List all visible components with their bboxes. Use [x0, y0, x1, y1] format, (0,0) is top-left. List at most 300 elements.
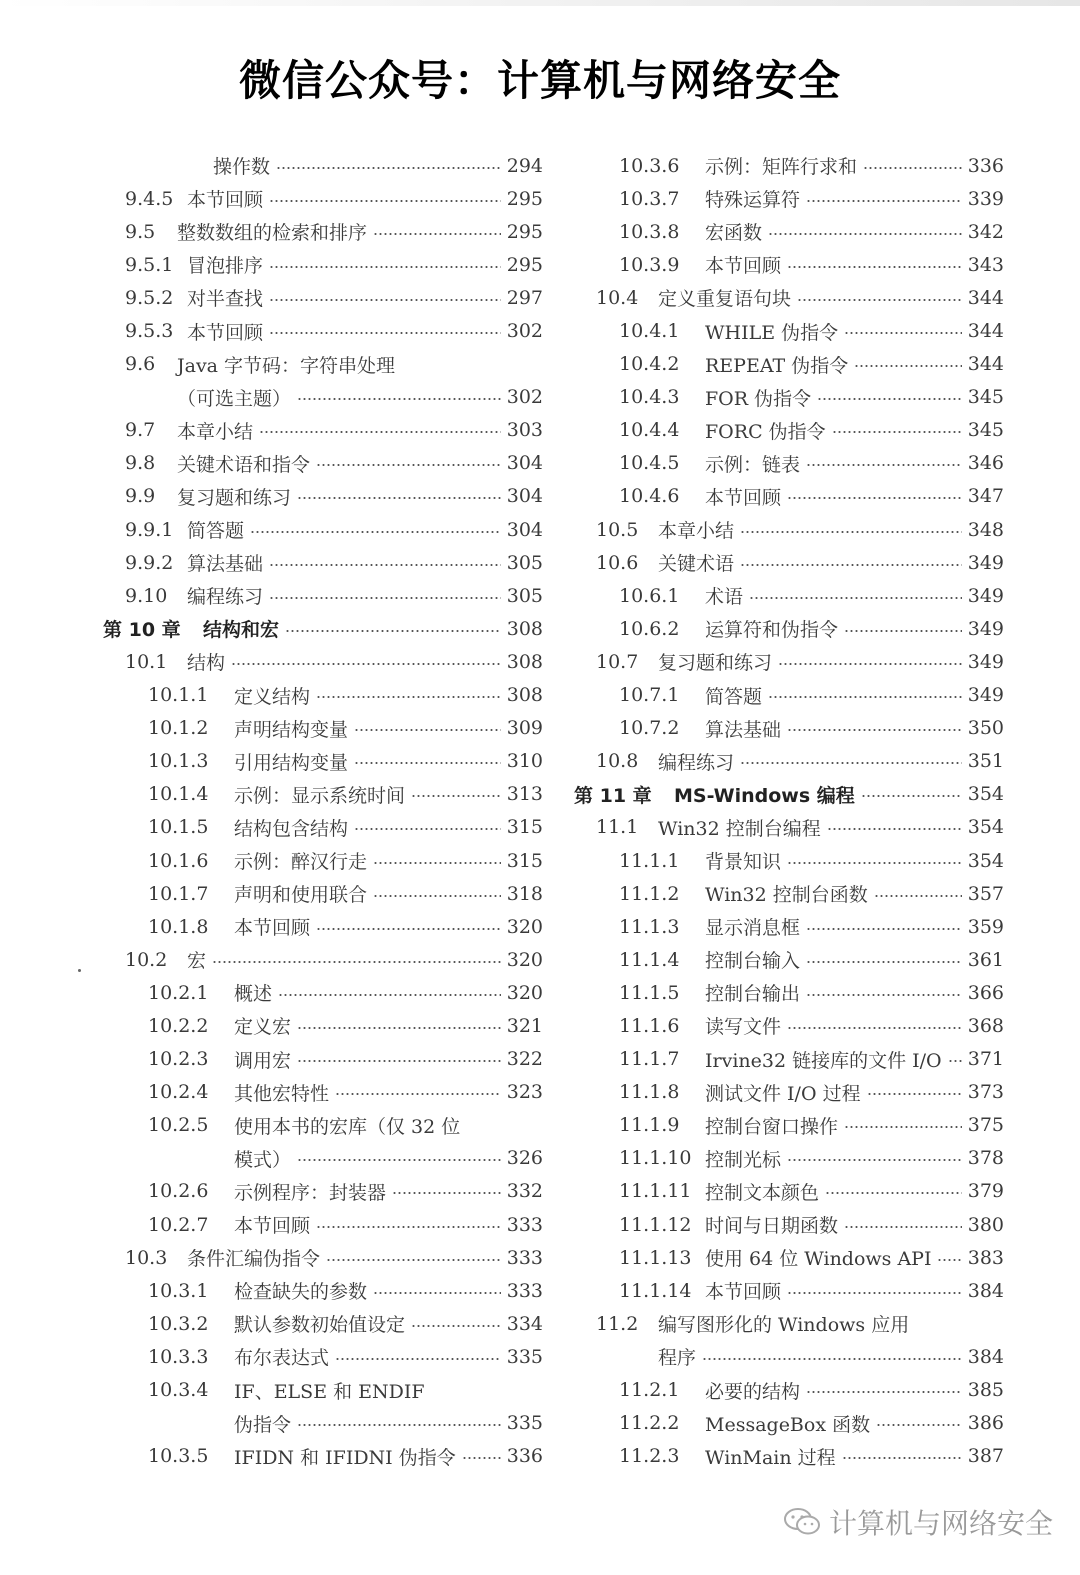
toc-entry-page: 375 — [967, 1114, 1004, 1137]
toc-entry-number: 9.5.2 — [125, 286, 174, 309]
dot-leader — [817, 397, 962, 401]
toc-entry-title: 冒泡排序 — [187, 255, 264, 278]
dot-leader — [806, 993, 962, 997]
toc-entry-page: 368 — [967, 1014, 1004, 1037]
toc-entry — [103, 1307, 543, 1340]
toc-entry-page: 345 — [967, 386, 1004, 409]
toc-entry — [103, 182, 543, 215]
dot-leader — [806, 927, 962, 931]
toc-entry — [103, 1009, 543, 1042]
toc-entry-number: 10.7.1 — [619, 684, 680, 707]
toc-entry-number: 11.1.7 — [619, 1048, 680, 1071]
toc-entry-number: 9.5.1 — [125, 253, 174, 276]
toc-entry-number: 11.1.12 — [619, 1213, 692, 1236]
toc-entry-number: 9.9 — [125, 485, 156, 508]
toc-entry-page: 304 — [506, 452, 543, 475]
dot-leader — [844, 1225, 962, 1229]
dot-leader — [462, 1456, 501, 1460]
toc-entry-number: 10.4.1 — [619, 320, 680, 343]
dot-leader — [297, 1026, 501, 1030]
toc-entry-title: IFIDN 和 IFIDNI 伪指令 — [234, 1446, 456, 1469]
dot-leader — [863, 166, 962, 170]
toc-entry-title: 定义结构 — [234, 685, 311, 708]
dot-leader — [212, 960, 501, 964]
toc-entry-page: 357 — [967, 882, 1004, 905]
toc-left-column — [103, 149, 543, 1473]
toc-entry — [103, 546, 543, 579]
dot-leader — [354, 761, 501, 765]
toc-entry-title: 定义重复语句块 — [658, 288, 792, 311]
toc-entry-page: 349 — [967, 551, 1004, 574]
dot-leader — [269, 265, 501, 269]
toc-entry-page: 335 — [506, 1345, 543, 1368]
toc-entry-page: 304 — [506, 518, 543, 541]
toc-entry-number: 11.2.2 — [619, 1412, 680, 1435]
toc-entry-number: 11.1.3 — [619, 915, 680, 938]
toc-entry-title: 宏函数 — [705, 222, 763, 245]
toc-entry-title: 简答题 — [187, 520, 245, 543]
dot-leader — [806, 1390, 962, 1394]
toc-entry-page: 305 — [506, 584, 543, 607]
toc-entry-number: 11.1.5 — [619, 981, 680, 1004]
toc-entry — [574, 1043, 1004, 1076]
toc-entry — [103, 910, 543, 943]
toc-entry-number: 11.1.2 — [619, 882, 680, 905]
dot-leader — [269, 298, 501, 302]
dot-leader — [250, 530, 501, 534]
toc-entry — [103, 1142, 543, 1175]
toc-entry — [574, 645, 1004, 678]
toc-entry-page: 349 — [967, 684, 1004, 707]
toc-entry-number: 10.1 — [125, 650, 168, 673]
toc-entry-page: 339 — [967, 187, 1004, 210]
dot-leader — [740, 563, 962, 567]
toc-entry-page: 361 — [967, 948, 1004, 971]
toc-entry-title: 算法基础 — [187, 553, 264, 576]
toc-entry-title: 使用本书的宏库（仅 32 位 — [234, 1115, 461, 1138]
toc-entry-title: 本节回顾 — [187, 189, 264, 212]
toc-entry-title: 结构 — [187, 652, 226, 675]
toc-entry-title: 本节回顾 — [705, 1281, 782, 1304]
toc-entry-page: 366 — [967, 981, 1004, 1004]
toc-entry-page: 320 — [506, 981, 543, 1004]
dot-leader — [269, 199, 501, 203]
toc-entry-number: 10.1.2 — [148, 717, 209, 740]
toc-entry-number: 9.8 — [125, 452, 156, 475]
toc-entry-title: 条件汇编伪指令 — [187, 1248, 321, 1271]
toc-entry — [574, 381, 1004, 414]
toc-entry-page: 385 — [967, 1379, 1004, 1402]
toc-entry-title: 控制台窗口操作 — [705, 1115, 839, 1138]
toc-entry — [574, 1009, 1004, 1042]
toc-entry-page: 326 — [506, 1147, 543, 1170]
toc-entry-title: Java 字节码：字符串处理 — [177, 354, 396, 377]
toc-entry — [574, 215, 1004, 248]
toc-entry-page: 308 — [506, 650, 543, 673]
toc-entry-title: 声明和使用联合 — [234, 884, 368, 907]
toc-entry-number: 9.4.5 — [125, 187, 174, 210]
dot-leader — [316, 463, 501, 467]
dot-leader — [768, 232, 962, 236]
toc-entry-number: 10.2.6 — [148, 1180, 209, 1203]
toc-entry-page: 318 — [506, 882, 543, 905]
toc-entry — [574, 149, 1004, 182]
dot-leader — [832, 430, 962, 434]
toc-entry-page: 313 — [506, 783, 543, 806]
toc-entry-number: 10.4.2 — [619, 353, 680, 376]
toc-entry-title: MS-Windows 编程 — [674, 784, 855, 807]
toc-entry-page: 297 — [506, 286, 543, 309]
toc-entry-number: 10.7.2 — [619, 717, 680, 740]
toc-entry — [574, 1109, 1004, 1142]
toc-entry-number: 11.1.1 — [619, 849, 680, 872]
toc-entry-title: WHILE 伪指令 — [705, 321, 839, 344]
toc-entry-number: 10.6.2 — [619, 617, 680, 640]
toc-entry-number: 11.1.10 — [619, 1147, 692, 1170]
toc-entry-title: 时间与日期函数 — [705, 1215, 839, 1238]
toc-entry-page: 344 — [967, 320, 1004, 343]
toc-entry-page: 295 — [506, 253, 543, 276]
dot-leader — [861, 794, 962, 798]
toc-entry-page: 320 — [506, 915, 543, 938]
toc-entry-number: 11.1.13 — [619, 1246, 692, 1269]
toc-entry — [574, 811, 1004, 844]
toc-entry-title: WinMain 过程 — [705, 1446, 836, 1469]
toc-entry — [574, 182, 1004, 215]
dot-leader — [797, 298, 962, 302]
toc-entry — [103, 778, 543, 811]
toc-entry — [103, 1440, 543, 1473]
toc-entry-title: 背景知识 — [705, 851, 782, 874]
dot-leader — [269, 596, 501, 600]
toc-entry — [103, 381, 543, 414]
toc-entry-page: 333 — [506, 1213, 543, 1236]
toc-entry-page: 342 — [967, 220, 1004, 243]
toc-entry-title: 本节回顾 — [705, 255, 782, 278]
toc-entry-page: 344 — [967, 286, 1004, 309]
toc-entry-page: 345 — [967, 419, 1004, 442]
toc-entry — [103, 745, 543, 778]
dot-leader — [297, 496, 501, 500]
toc-entry-title: 控制台输入 — [705, 950, 801, 973]
toc-entry — [574, 844, 1004, 877]
dot-leader — [787, 1291, 962, 1295]
toc-entry — [574, 546, 1004, 579]
toc-entry-title: 伪指令 — [234, 1413, 292, 1436]
toc-entry-title: 本节回顾 — [705, 486, 782, 509]
toc-entry — [103, 877, 543, 910]
toc-entry — [103, 1208, 543, 1241]
toc-entry — [574, 910, 1004, 943]
toc-entry-number: 9.10 — [125, 584, 168, 607]
toc-entry-page: 315 — [506, 849, 543, 872]
toc-entry-number: 10.7 — [596, 650, 639, 673]
toc-entry-title: 使用 64 位 Windows API — [705, 1248, 932, 1271]
toc-entry-number: 10.2.2 — [148, 1014, 209, 1037]
toc-entry-title: 本节回顾 — [234, 917, 311, 940]
toc-entry-number: 第 11 章 — [574, 784, 652, 807]
toc-entry-title: 概述 — [234, 983, 273, 1006]
dot-leader — [874, 894, 962, 898]
toc-entry-number: 11.1.8 — [619, 1081, 680, 1104]
toc-entry-title: 本节回顾 — [234, 1215, 311, 1238]
toc-entry-title: 显示消息框 — [705, 917, 801, 940]
dot-leader — [749, 596, 962, 600]
toc-entry-title: 编程练习 — [658, 751, 735, 774]
toc-entry — [103, 1109, 543, 1142]
toc-entry-page: 383 — [967, 1246, 1004, 1269]
toc-entry-title: 编程练习 — [187, 586, 264, 609]
toc-entry-title: 控制台输出 — [705, 983, 801, 1006]
toc-entry-number: 10.8 — [596, 750, 639, 773]
toc-entry-page: 308 — [506, 617, 543, 640]
toc-entry — [103, 480, 543, 513]
dot-leader — [316, 695, 501, 699]
dot-leader — [854, 364, 962, 368]
toc-entry-title: 示例：显示系统时间 — [234, 784, 406, 807]
dot-leader — [326, 1258, 501, 1262]
toc-entry-page: 354 — [967, 816, 1004, 839]
toc-entry — [574, 1175, 1004, 1208]
toc-entry-number: 10.3.8 — [619, 220, 680, 243]
toc-entry — [103, 844, 543, 877]
toc-entry-page: 379 — [967, 1180, 1004, 1203]
toc-entry-page: 333 — [506, 1246, 543, 1269]
toc-entry-title: 示例：矩阵行求和 — [705, 156, 858, 179]
toc-entry — [574, 877, 1004, 910]
dot-leader — [787, 1158, 962, 1162]
toc-entry — [574, 612, 1004, 645]
toc-entry — [574, 976, 1004, 1009]
dot-leader — [937, 1258, 961, 1262]
toc-entry-page: 349 — [967, 650, 1004, 673]
dot-leader — [844, 331, 962, 335]
toc-entry — [574, 943, 1004, 976]
toc-entry-number: 10.3.2 — [148, 1312, 209, 1335]
toc-entry-number: 10.3.3 — [148, 1345, 209, 1368]
toc-entry-title: 必要的结构 — [705, 1380, 801, 1403]
toc-entry — [103, 314, 543, 347]
toc-entry-number: 10.1.7 — [148, 882, 209, 905]
page-title: 微信公众号：计算机与网络安全 — [238, 56, 841, 105]
toc-entry-page: 347 — [967, 485, 1004, 508]
dot-leader — [787, 861, 962, 865]
toc-entry-title: 特殊运算符 — [705, 189, 801, 212]
dot-leader — [297, 1158, 501, 1162]
dot-leader — [276, 166, 501, 170]
toc-entry-page: 294 — [506, 154, 543, 177]
toc-entry-title: FORC 伪指令 — [705, 420, 826, 443]
toc-entry — [574, 513, 1004, 546]
toc-entry-page: 354 — [967, 783, 1004, 806]
toc-entry-page: 346 — [967, 452, 1004, 475]
toc-entry — [103, 215, 543, 248]
toc-entry-title: 关键术语和指令 — [177, 453, 311, 476]
dot-leader — [778, 662, 962, 666]
toc-entry-title: 关键术语 — [658, 553, 735, 576]
toc-entry-page: 354 — [967, 849, 1004, 872]
toc-entry-page: 349 — [967, 584, 1004, 607]
toc-entry-page: 336 — [967, 154, 1004, 177]
toc-entry-page: 305 — [506, 551, 543, 574]
toc-entry-page: 386 — [967, 1412, 1004, 1435]
toc-entry-number: 11.1.11 — [619, 1180, 692, 1203]
dot-leader — [259, 430, 501, 434]
toc-entry-title: Win32 控制台函数 — [705, 884, 868, 907]
toc-entry — [103, 1274, 543, 1307]
toc-entry — [103, 712, 543, 745]
toc-entry — [574, 414, 1004, 447]
toc-entry-number: 10.1.6 — [148, 849, 209, 872]
toc-entry-title: 布尔表达式 — [234, 1347, 330, 1370]
toc-entry — [103, 1076, 543, 1109]
toc-entry-number: 10.4.5 — [619, 452, 680, 475]
toc-entry-number: 10.2 — [125, 948, 168, 971]
toc-entry-number: 9.5 — [125, 220, 156, 243]
toc-entry-title: 测试文件 I/O 过程 — [705, 1082, 861, 1105]
dot-leader — [269, 563, 501, 567]
dot-leader — [702, 1357, 962, 1361]
toc-entry-number: 10.3.6 — [619, 154, 680, 177]
dot-leader — [825, 1191, 962, 1195]
toc-entry-page: 295 — [506, 220, 543, 243]
toc-entry — [103, 811, 543, 844]
toc-entry — [103, 1043, 543, 1076]
toc-entry — [574, 314, 1004, 347]
toc-entry-number: 10.1.3 — [148, 750, 209, 773]
toc-entry — [103, 1373, 543, 1406]
toc-entry-title: 编写图形化的 Windows 应用 — [658, 1314, 910, 1337]
toc-entry — [103, 447, 543, 480]
toc-entry — [574, 1142, 1004, 1175]
toc-entry-number: 10.4.4 — [619, 419, 680, 442]
toc-entry-page: 349 — [967, 617, 1004, 640]
dot-leader — [411, 1324, 501, 1328]
toc-entry-page: 343 — [967, 253, 1004, 276]
toc-entry-page: 378 — [967, 1147, 1004, 1170]
toc-entry-title: 默认参数初始值设定 — [234, 1314, 406, 1337]
toc-entry — [574, 1373, 1004, 1406]
toc-entry-title: （可选主题） — [177, 387, 292, 410]
toc-entry-number: 11.1.6 — [619, 1014, 680, 1037]
dot-leader — [316, 1225, 501, 1229]
toc-entry-title: 示例：醉汉行走 — [234, 851, 368, 874]
dot-leader — [373, 894, 501, 898]
dot-leader — [876, 1423, 962, 1427]
toc-entry-page: 384 — [967, 1279, 1004, 1302]
dot-leader — [297, 397, 501, 401]
toc-entry — [103, 579, 543, 612]
dot-leader — [411, 794, 501, 798]
toc-entry-title: 示例程序：封装器 — [234, 1181, 387, 1204]
toc-entry-title: 结构包含结构 — [234, 817, 349, 840]
toc-entry-number: 9.5.3 — [125, 320, 174, 343]
toc-entry — [574, 447, 1004, 480]
dot-leader — [806, 463, 962, 467]
toc-entry-title: 本章小结 — [658, 520, 735, 543]
toc-entry-title: FOR 伪指令 — [705, 387, 812, 410]
toc-entry-page: 387 — [967, 1445, 1004, 1468]
toc-entry-title: 整数数组的检索和排序 — [177, 222, 368, 245]
toc-entry-title: REPEAT 伪指令 — [705, 354, 849, 377]
toc-entry-page: 302 — [506, 320, 543, 343]
dot-leader — [787, 1026, 962, 1030]
toc-entry-page: 348 — [967, 518, 1004, 541]
dot-leader — [740, 530, 962, 534]
toc-entry-page: 373 — [967, 1081, 1004, 1104]
dot-leader — [297, 1059, 501, 1063]
toc-entry — [103, 348, 543, 381]
toc-entry-title: 示例：链表 — [705, 453, 801, 476]
dot-leader — [335, 1357, 501, 1361]
toc-entry-number: 10.4.6 — [619, 485, 680, 508]
dot-leader — [354, 827, 501, 831]
toc-entry-page: 336 — [506, 1445, 543, 1468]
toc-entry-title: Irvine32 链接库的文件 I/O — [705, 1049, 942, 1072]
toc-entry — [574, 480, 1004, 513]
dot-leader — [269, 331, 501, 335]
toc-entry-page: 315 — [506, 816, 543, 839]
toc-entry-number: 9.9.2 — [125, 551, 174, 574]
toc-entry-page: 334 — [506, 1312, 543, 1335]
dot-leader — [373, 861, 501, 865]
dot-leader — [316, 927, 501, 931]
watermark-text: 计算机与网络安全 — [829, 1507, 1054, 1540]
dot-leader — [768, 695, 962, 699]
toc-entry-number: 10.3.9 — [619, 253, 680, 276]
dot-leader — [278, 993, 501, 997]
scan-speck — [78, 969, 81, 972]
toc-entry — [574, 579, 1004, 612]
toc-entry-number: 11.1 — [596, 816, 639, 839]
toc-entry — [574, 1241, 1004, 1274]
dot-leader — [335, 1092, 501, 1096]
toc-entry — [574, 1407, 1004, 1440]
toc-entry-title: 引用结构变量 — [234, 751, 349, 774]
dot-leader — [842, 1456, 962, 1460]
toc-entry-number: 11.2.3 — [619, 1445, 680, 1468]
toc-entry-number: 10.2.1 — [148, 981, 209, 1004]
toc-entry-number: 11.1.14 — [619, 1279, 692, 1302]
toc-entry-title: 算法基础 — [705, 718, 782, 741]
toc-entry-number: 10.3.4 — [148, 1379, 209, 1402]
dot-leader — [827, 827, 962, 831]
toc-entry-title: 结构和宏 — [203, 619, 280, 642]
toc-entry — [574, 1440, 1004, 1473]
toc-entry — [103, 1241, 543, 1274]
dot-leader — [740, 761, 962, 765]
toc-entry-title: MessageBox 函数 — [705, 1413, 871, 1436]
toc-entry-page: 380 — [967, 1213, 1004, 1236]
toc-entry-page: 304 — [506, 485, 543, 508]
toc-right-column — [574, 149, 1004, 1473]
toc-entry — [103, 943, 543, 976]
toc-entry-number: 10.1.1 — [148, 684, 209, 707]
toc-entry-number: 10.6.1 — [619, 584, 680, 607]
toc-entry-page: 359 — [967, 915, 1004, 938]
toc-entry-page: 320 — [506, 948, 543, 971]
dot-leader — [354, 728, 501, 732]
dot-leader — [867, 1092, 962, 1096]
toc-entry-page: 371 — [967, 1048, 1004, 1071]
toc-entry-page: 295 — [506, 187, 543, 210]
toc-entry — [103, 679, 543, 712]
dot-leader — [231, 662, 501, 666]
toc-entry-number: 10.6 — [596, 551, 639, 574]
watermark — [783, 1502, 1053, 1542]
dot-leader — [806, 960, 962, 964]
toc-entry-number: 9.7 — [125, 419, 156, 442]
